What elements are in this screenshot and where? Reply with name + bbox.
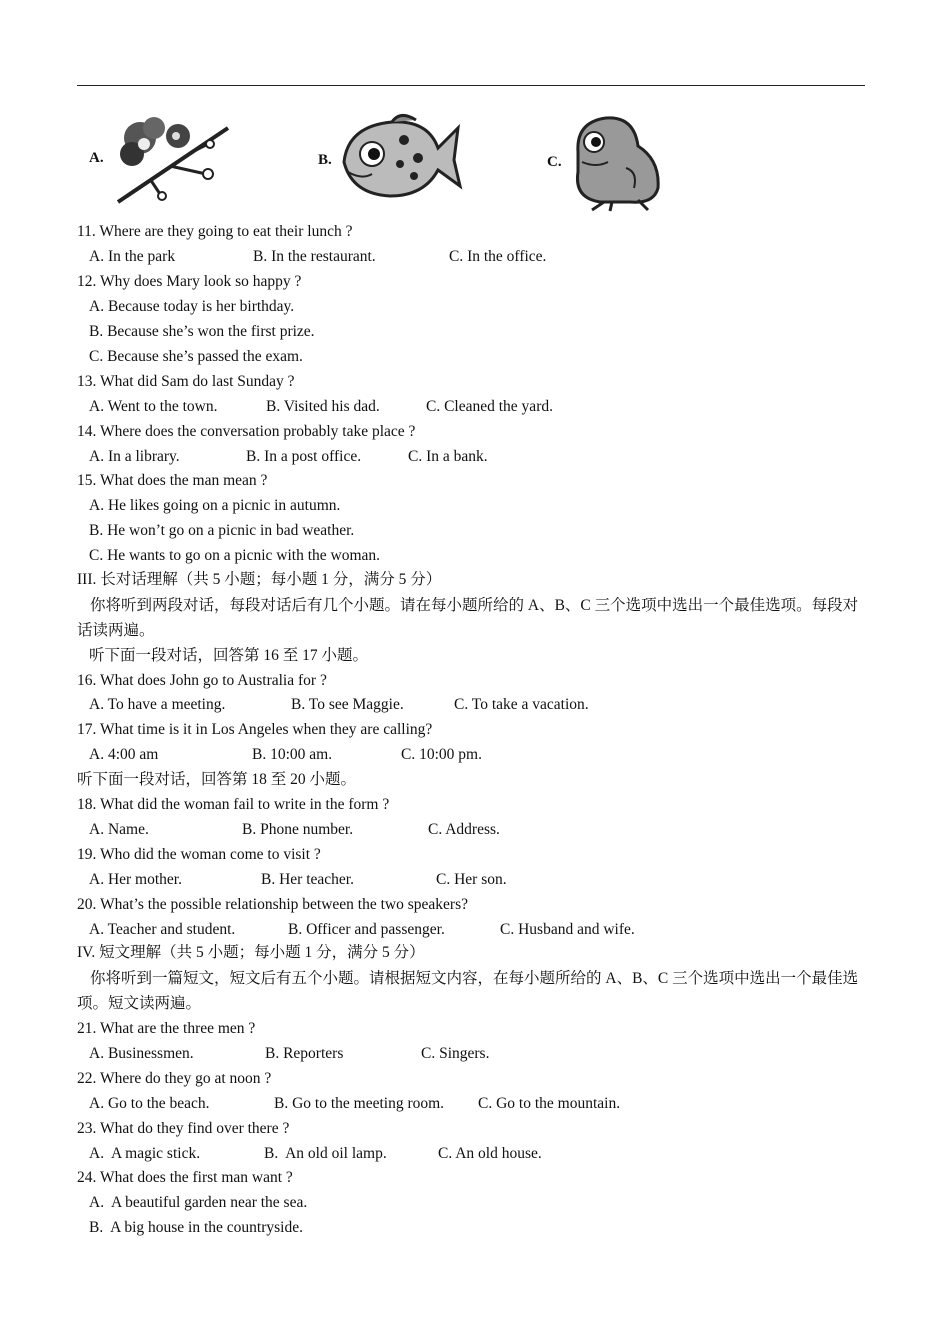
question-18: 18. What did the woman fail to write in the form ? (77, 796, 390, 813)
option-c[interactable]: C. An old house. (438, 1145, 542, 1162)
question-23: 23. What do they find over there ? (77, 1120, 290, 1137)
option-b[interactable]: B. Phone number. (242, 821, 354, 838)
option-c[interactable]: C. Husband and wife. (500, 921, 635, 938)
option-b[interactable]: B. Visited his dad. (266, 398, 380, 415)
option-c[interactable]: C. In the office. (449, 248, 547, 265)
picture-label-b: B. (318, 152, 332, 168)
section-3-instructions: 你将听到两段对话，每段对话后有几个小题。请在每小题所给的 A、B、C 三个选项中选出一个最佳选项。每段对话读两遍。 (77, 597, 859, 639)
option-b[interactable]: B. An old oil lamp. (264, 1145, 387, 1162)
option-c[interactable]: C. Go to the mountain. (478, 1095, 621, 1112)
option-a[interactable]: A. 4:00 am (89, 746, 159, 763)
question-21: 21. What are the three men ? (77, 1020, 256, 1037)
option-b[interactable]: B. Because she’s won the first prize. (89, 323, 315, 340)
option-b[interactable]: B. 10:00 am. (252, 746, 333, 763)
option-a[interactable]: A. Name. (89, 821, 149, 838)
option-b[interactable]: B. Officer and passenger. (288, 921, 445, 938)
section-4-title: IV. 短文理解（共 5 小题；每小题 1 分，满分 5 分） (77, 944, 425, 961)
question-15: 15. What does the man mean ? (77, 472, 268, 489)
option-b[interactable]: B. He won’t go on a picnic in bad weather. (89, 522, 355, 539)
question-14: 14. Where does the conversation probably take place ? (77, 423, 416, 440)
option-a[interactable]: A. Businessmen. (89, 1045, 194, 1062)
option-a[interactable]: A. Teacher and student. (89, 921, 236, 938)
option-a[interactable]: A. Her mother. (89, 871, 182, 888)
option-c[interactable]: C. Cleaned the yard. (426, 398, 553, 415)
frog-icon (568, 112, 668, 212)
option-a[interactable]: A. A beautiful garden near the sea. (89, 1194, 308, 1211)
question-13: 13. What did Sam do last Sunday ? (77, 373, 295, 390)
option-c[interactable]: C. Because she’s passed the exam. (89, 348, 303, 365)
question-12: 12. Why does Mary look so happy ? (77, 273, 302, 290)
option-c[interactable]: C. 10:00 pm. (401, 746, 482, 763)
section-3-title: III. 长对话理解（共 5 小题；每小题 1 分，满分 5 分） (77, 571, 442, 588)
fish-icon (338, 112, 463, 202)
option-c[interactable]: C. Singers. (421, 1045, 490, 1062)
option-a[interactable]: A. To have a meeting. (89, 696, 226, 713)
question-11: 11. Where are they going to eat their lunch ? (77, 223, 353, 240)
question-24: 24. What does the first man want ? (77, 1169, 293, 1186)
option-b[interactable]: B. A big house in the countryside. (89, 1219, 303, 1236)
option-a[interactable]: A. Go to the beach. (89, 1095, 210, 1112)
option-b[interactable]: B. To see Maggie. (291, 696, 404, 713)
option-a[interactable]: A. He likes going on a picnic in autumn. (89, 497, 341, 514)
picture-label-a: A. (89, 150, 104, 166)
option-a[interactable]: A. Because today is her birthday. (89, 298, 295, 315)
header-rule (77, 85, 865, 86)
option-b[interactable]: B. Go to the meeting room. (274, 1095, 445, 1112)
flower-branch-icon (110, 114, 235, 206)
option-b[interactable]: B. Reporters (265, 1045, 344, 1062)
question-17: 17. What time is it in Los Angeles when they are calling? (77, 721, 433, 738)
option-a[interactable]: A. Went to the town. (89, 398, 218, 415)
option-b[interactable]: B. Her teacher. (261, 871, 354, 888)
option-c[interactable]: C. Address. (428, 821, 500, 838)
option-c[interactable]: C. He wants to go on a picnic with the woman. (89, 547, 381, 564)
option-a[interactable]: A. In the park (89, 248, 176, 265)
option-c[interactable]: C. Her son. (436, 871, 507, 888)
option-a[interactable]: A. A magic stick. (89, 1145, 201, 1162)
dialogue-1-intro: 听下面一段对话，回答第 16 至 17 小题。 (89, 647, 369, 664)
question-19: 19. Who did the woman come to visit ? (77, 846, 321, 863)
question-22: 22. Where do they go at noon ? (77, 1070, 272, 1087)
option-b[interactable]: B. In the restaurant. (253, 248, 376, 265)
option-b[interactable]: B. In a post office. (246, 448, 362, 465)
question-20: 20. What’s the possible relationship between the two speakers? (77, 896, 468, 913)
section-4-instructions: 你将听到一篇短文，短文后有五个小题。请根据短文内容，在每小题所给的 A、B、C 三个选项中选出一个最佳选项。短文读两遍。 (77, 970, 859, 1012)
option-c[interactable]: C. To take a vacation. (454, 696, 589, 713)
option-c[interactable]: C. In a bank. (408, 448, 488, 465)
picture-options (0, 110, 950, 215)
dialogue-2-intro: 听下面一段对话，回答第 18 至 20 小题。 (77, 771, 357, 788)
question-16: 16. What does John go to Australia for ? (77, 672, 327, 689)
picture-label-c: C. (547, 154, 562, 170)
option-a[interactable]: A. In a library. (89, 448, 180, 465)
